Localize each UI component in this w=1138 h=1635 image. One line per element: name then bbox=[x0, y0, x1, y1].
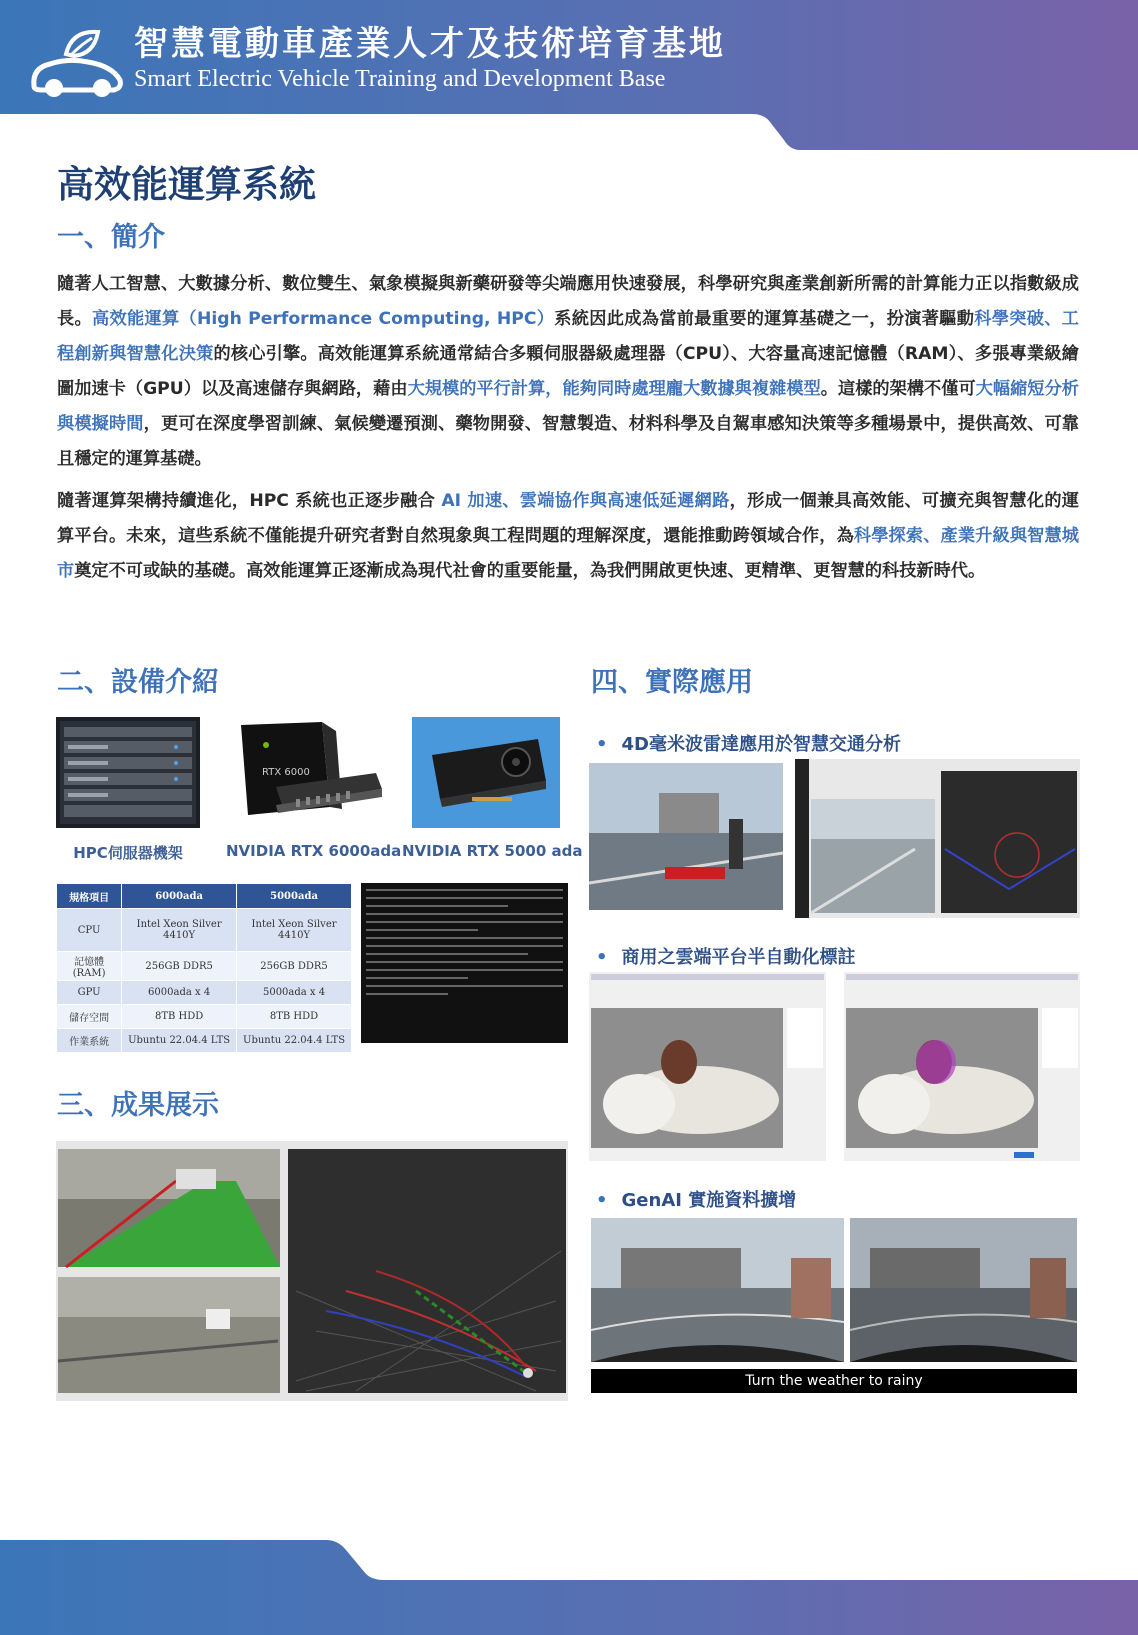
server-rack-photo bbox=[56, 717, 200, 828]
spec-table bbox=[56, 883, 352, 1053]
bullet-icon: • bbox=[596, 1190, 608, 1211]
annotation-screenshot-after bbox=[844, 972, 1080, 1161]
spec-cell: 256GB DDR5 bbox=[237, 952, 352, 981]
paragraph-text: 奠定不可或缺的基礎。高效能運算正逐漸成為現代社會的重要能量，為我們開啟更快速、更精準、更智慧的科技新時代。 bbox=[74, 561, 986, 581]
radar-street-photo bbox=[589, 763, 783, 910]
paragraph-text: 隨著人工智慧、大數據分析、數位雙生、氣象模擬與新藥研發等尖端應用快速發展，科學研究與產業創新所需的計算能力正以指數級成長。 bbox=[57, 274, 1079, 329]
footer-banner bbox=[0, 1540, 1138, 1635]
highlighted-text: 科學探索、產業升級與智慧城市 bbox=[57, 526, 1079, 581]
paragraph-text: 隨著運算架構持續進化，HPC 系統也正逐步融合 bbox=[57, 491, 442, 511]
spec-cell: 8TB HDD bbox=[237, 1005, 352, 1029]
application-item-radar bbox=[596, 730, 901, 756]
paragraph-text: 的核心引擎。高效能運算系統通常結合多顆伺服器級處理器（CPU）、大容量高速記憶體（RAM）、多張專業級繪圖加速卡（GPU）以及高速儲存與網路，藉由 bbox=[57, 344, 1079, 399]
header-title-en: Smart Electric Vehicle Training and Development Base bbox=[134, 66, 666, 92]
genai-rainy-dashcam bbox=[850, 1218, 1077, 1362]
spec-cell: 儲存空間 bbox=[57, 1005, 122, 1029]
genai-prompt-caption: Turn the weather to rainy bbox=[591, 1369, 1077, 1393]
spec-cell: CPU bbox=[57, 909, 122, 952]
highlighted-text: AI 加速、雲端協作與高速低延遲網路 bbox=[441, 491, 730, 511]
spec-cell: Ubuntu 22.04.4 LTS bbox=[122, 1029, 237, 1053]
spec-cell: 作業系統 bbox=[57, 1029, 122, 1053]
nvidia-smi-terminal-screenshot bbox=[361, 883, 568, 1043]
application-item-genai bbox=[596, 1186, 796, 1212]
rtx-6000ada-photo bbox=[236, 717, 384, 828]
spec-header-row bbox=[57, 884, 352, 909]
spec-cell: Ubuntu 22.04.4 LTS bbox=[237, 1029, 352, 1053]
application-label: GenAI 實施資料擴增 bbox=[621, 1190, 797, 1211]
spec-cell: GPU bbox=[57, 981, 122, 1005]
table-row bbox=[57, 952, 352, 981]
paragraph-text: 系統因此成為當前最重要的運算基礎之一，扮演著驅動 bbox=[554, 309, 975, 329]
intro-paragraph-1 bbox=[57, 267, 1079, 477]
genai-original-dashcam bbox=[591, 1218, 844, 1362]
application-label: 4D毫米波雷達應用於智慧交通分析 bbox=[621, 734, 901, 755]
highlighted-text: 高效能運算（High Performance Computing, HPC） bbox=[92, 309, 555, 329]
spec-cell: 6000ada x 4 bbox=[122, 981, 237, 1005]
radar-software-screenshot bbox=[795, 759, 1080, 918]
caption-server: HPC伺服器機架 bbox=[73, 844, 183, 862]
header-title-zh: 智慧電動車產業人才及技術培育基地 bbox=[134, 24, 726, 64]
spec-cell: Intel Xeon Silver 4410Y bbox=[122, 909, 237, 952]
table-row bbox=[57, 1005, 352, 1029]
spec-header-cell: 6000ada bbox=[122, 884, 237, 909]
section-heading-applications: 四、實際應用 bbox=[591, 667, 753, 698]
bullet-icon: • bbox=[596, 947, 608, 968]
paragraph-text: 。這樣的架構不僅可 bbox=[820, 379, 976, 399]
caption-gpu-6000: NVIDIA RTX 6000ada bbox=[226, 842, 402, 860]
caption-gpu-5000: NVIDIA RTX 5000 ada bbox=[402, 842, 583, 860]
application-label: 商用之雲端平台半自動化標註 bbox=[621, 947, 856, 968]
intro-paragraph-2 bbox=[57, 484, 1079, 589]
bullet-icon: • bbox=[596, 734, 608, 755]
application-item-annotation bbox=[596, 943, 856, 969]
header-banner bbox=[0, 0, 1138, 150]
section-heading-equipment: 二、設備介紹 bbox=[57, 667, 219, 698]
paragraph-text: ，形成一個兼具高效能、可擴充與智慧化的運算平台。未來，這些系統不僅能提升研究者對自然現象與工程問題的理解深度，還能推動跨領域合作，為 bbox=[57, 491, 1079, 546]
spec-cell: 記憶體 (RAM) bbox=[57, 952, 122, 981]
section-heading-results: 三、成果展示 bbox=[57, 1090, 219, 1121]
paragraph-text: ，更可在深度學習訓練、氣候變遷預測、藥物開發、智慧製造、材料科學及自駕車感知決策等多種場景中，提供高效、可靠且穩定的運算基礎。 bbox=[57, 414, 1079, 469]
section-heading-intro: 一、簡介 bbox=[57, 222, 165, 253]
spec-cell: Intel Xeon Silver 4410Y bbox=[237, 909, 352, 952]
ev-car-leaf-logo bbox=[28, 24, 128, 100]
gpu-box-label: RTX 6000 bbox=[262, 767, 310, 778]
annotation-screenshot-before bbox=[589, 972, 826, 1161]
highlighted-text: 大規模的平行計算，能夠同時處理龐大數據與複雜模型 bbox=[407, 379, 821, 399]
spec-cell: 8TB HDD bbox=[122, 1005, 237, 1029]
table-row bbox=[57, 1029, 352, 1053]
spec-cell: 256GB DDR5 bbox=[122, 952, 237, 981]
rtx-5000ada-photo bbox=[412, 717, 560, 828]
highlighted-text: 科學突破、工程創新與智慧化決策 bbox=[57, 309, 1079, 364]
spec-header-cell: 規格項目 bbox=[57, 884, 122, 909]
table-row bbox=[57, 909, 352, 952]
table-row bbox=[57, 981, 352, 1005]
page-title: 高效能運算系統 bbox=[57, 163, 316, 206]
spec-cell: 5000ada x 4 bbox=[237, 981, 352, 1005]
results-lidar-screenshot bbox=[56, 1141, 568, 1401]
highlighted-text: 大幅縮短分析與模擬時間 bbox=[57, 379, 1079, 434]
spec-header-cell: 5000ada bbox=[237, 884, 352, 909]
